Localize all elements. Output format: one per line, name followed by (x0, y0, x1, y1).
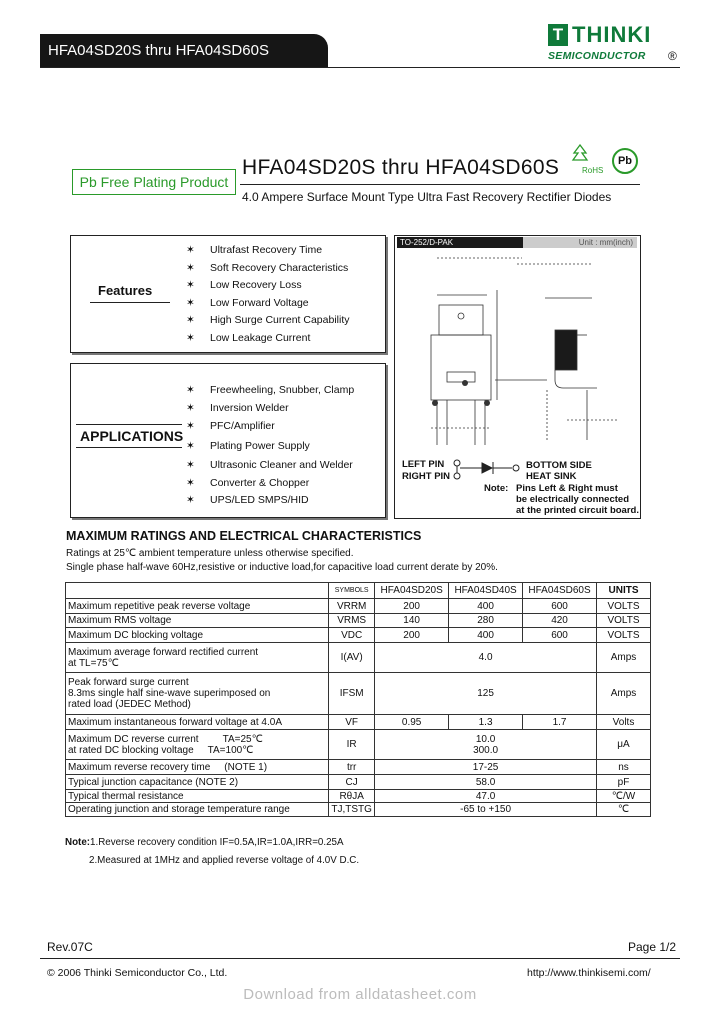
bullet-icon: ✶ (186, 384, 195, 396)
package-unit: Unit : mm(inch) (523, 237, 637, 248)
pb-free-icon: Pb (612, 148, 638, 174)
pin-labels (402, 459, 450, 483)
table-row: Maximum DC reverse current TA=25℃ at rated DC blocking voltage TA=100℃ IR 10.0 300.0 μA (66, 730, 651, 760)
revision: Rev.07C (47, 940, 93, 954)
table-row: Maximum reverse recovery time (NOTE 1) trr 17-25 ns (66, 760, 651, 775)
ratings-title: MAXIMUM RATINGS AND ELECTRICAL CHARACTERISTICS (66, 529, 422, 543)
table-row: Operating junction and storage temperature range TJ,TSTG -65 to +150 ℃ (66, 803, 651, 817)
bullet-icon: ✶ (186, 494, 195, 507)
list-item: ✶ UPS/LED SMPS/HID (186, 494, 354, 512)
logo-mark: T (548, 24, 568, 46)
applications-label: APPLICATIONS (80, 428, 184, 444)
header-rule (40, 67, 680, 68)
table-row: Maximum DC blocking voltage VDC 200 400 600 VOLTS (66, 628, 651, 643)
bullet-icon: ✶ (186, 244, 195, 256)
list-item: ✶ Low Leakage Current (186, 332, 349, 350)
table-row: Maximum average forward rectified current at TL=75℃ I(AV) 4.0 Amps (66, 643, 651, 673)
applications-list (186, 384, 354, 512)
bullet-icon: ✶ (186, 314, 195, 327)
pb-free-badge: Pb Free Plating Product (72, 169, 236, 195)
copyright: © 2006 Thinki Semiconductor Co., Ltd. (47, 967, 228, 979)
package-note-label: Note: (484, 483, 509, 494)
package-header (397, 237, 637, 248)
package-name: TO-252/D-PAK (397, 237, 523, 248)
list-item: ✶ PFC/Amplifier (186, 420, 354, 440)
heat-sink-label: HEAT SINK (526, 471, 577, 482)
left-pin-label: LEFT PIN (402, 459, 445, 470)
ratings-table (65, 582, 651, 817)
page-subtitle: 4.0 Ampere Surface Mount Type Ultra Fast Recovery Rectifier Diodes (242, 190, 612, 204)
website-link[interactable]: http://www.thinkisemi.com/ (527, 967, 651, 979)
diode-schematic-icon (452, 458, 524, 486)
logo-name: THINKI (572, 22, 652, 47)
applications-label-rule-top (76, 424, 182, 425)
list-item: ✶ Converter & Chopper (186, 477, 354, 495)
bullet-icon: ✶ (186, 458, 195, 471)
features-list (186, 244, 349, 350)
table-header-row: SYMBOLS HFA04SD20S HFA04SD40S HFA04SD60S UNITS (66, 583, 651, 599)
bullet-icon: ✶ (186, 402, 195, 415)
footer-rule (40, 958, 680, 959)
note-1: Note:1.Reverse recovery condition IF=0.5A,IR=1.0A,IRR=0.25A (65, 837, 344, 848)
list-item: ✶ Inversion Welder (186, 402, 354, 420)
features-label: Features (98, 283, 153, 298)
table-row: Typical thermal resistance RθJA 47.0 ℃/W (66, 790, 651, 803)
list-item: ✶ Plating Power Supply (186, 440, 354, 458)
heatsink-labels (526, 460, 592, 482)
list-item: ✶ Low Forward Voltage (186, 297, 349, 315)
table-row: Maximum repetitive peak reverse voltage VRRM 200 400 600 VOLTS (66, 599, 651, 614)
registered-mark: ® (668, 49, 677, 63)
ratings-note-1: Ratings at 25℃ ambient temperature unless otherwise specified. (66, 548, 354, 559)
list-item: ✶ Low Recovery Loss (186, 279, 349, 297)
list-item: ✶ Freewheeling, Snubber, Clamp (186, 384, 354, 402)
rohs-label: RoHS (582, 166, 604, 175)
bullet-icon: ✶ (186, 476, 195, 489)
logo-subtitle: SEMICONDUCTOR (548, 50, 646, 62)
right-pin-label: RIGHT PIN (402, 471, 451, 482)
bullet-icon: ✶ (186, 440, 195, 453)
list-item: ✶ Ultrasonic Cleaner and Welder (186, 459, 354, 477)
list-item: ✶ Soft Recovery Characteristics (186, 262, 349, 280)
bullet-icon: ✶ (186, 296, 195, 309)
bottom-side-label: BOTTOM SIDE (526, 460, 592, 471)
applications-label-rule-bottom (76, 447, 182, 448)
page-number: Page 1/2 (628, 940, 677, 954)
table-row: Maximum RMS voltage VRMS 140 280 420 VOLTS (66, 614, 651, 628)
page-title: HFA04SD20S thru HFA04SD60S (242, 156, 560, 179)
features-label-underline (90, 302, 170, 303)
bullet-icon: ✶ (186, 261, 195, 274)
table-row: Typical junction capacitance (NOTE 2) CJ 58.0 pF (66, 775, 651, 790)
title-rule (240, 184, 640, 185)
bullet-icon: ✶ (186, 279, 195, 292)
bullet-icon: ✶ (186, 331, 195, 344)
package-outline-drawing (397, 250, 637, 455)
header-banner: HFA04SD20S thru HFA04SD60S (40, 34, 328, 68)
package-note-text: Pins Left & Right must be electrically connected at the printed circuit board. (516, 483, 639, 516)
watermark: Download from alldatasheet.com (243, 986, 477, 1003)
ratings-note-2: Single phase half-wave 60Hz,resistive or inductive load,for capacitive load current derate by 20%. (66, 562, 498, 573)
note-2: 2.Measured at 1MHz and applied reverse voltage of 4.0V D.C. (89, 855, 360, 866)
table-row: Maximum instantaneous forward voltage at 4.0A VF 0.95 1.3 1.7 Volts (66, 715, 651, 730)
table-row: Peak forward surge current 8.3ms single half sine-wave superimposed on rated load (JEDEC Method) IFSM 125 Amps (66, 673, 651, 715)
list-item: ✶ High Surge Current Capability (186, 314, 349, 332)
list-item: ✶ Ultrafast Recovery Time (186, 244, 349, 262)
bullet-icon: ✶ (186, 420, 195, 433)
